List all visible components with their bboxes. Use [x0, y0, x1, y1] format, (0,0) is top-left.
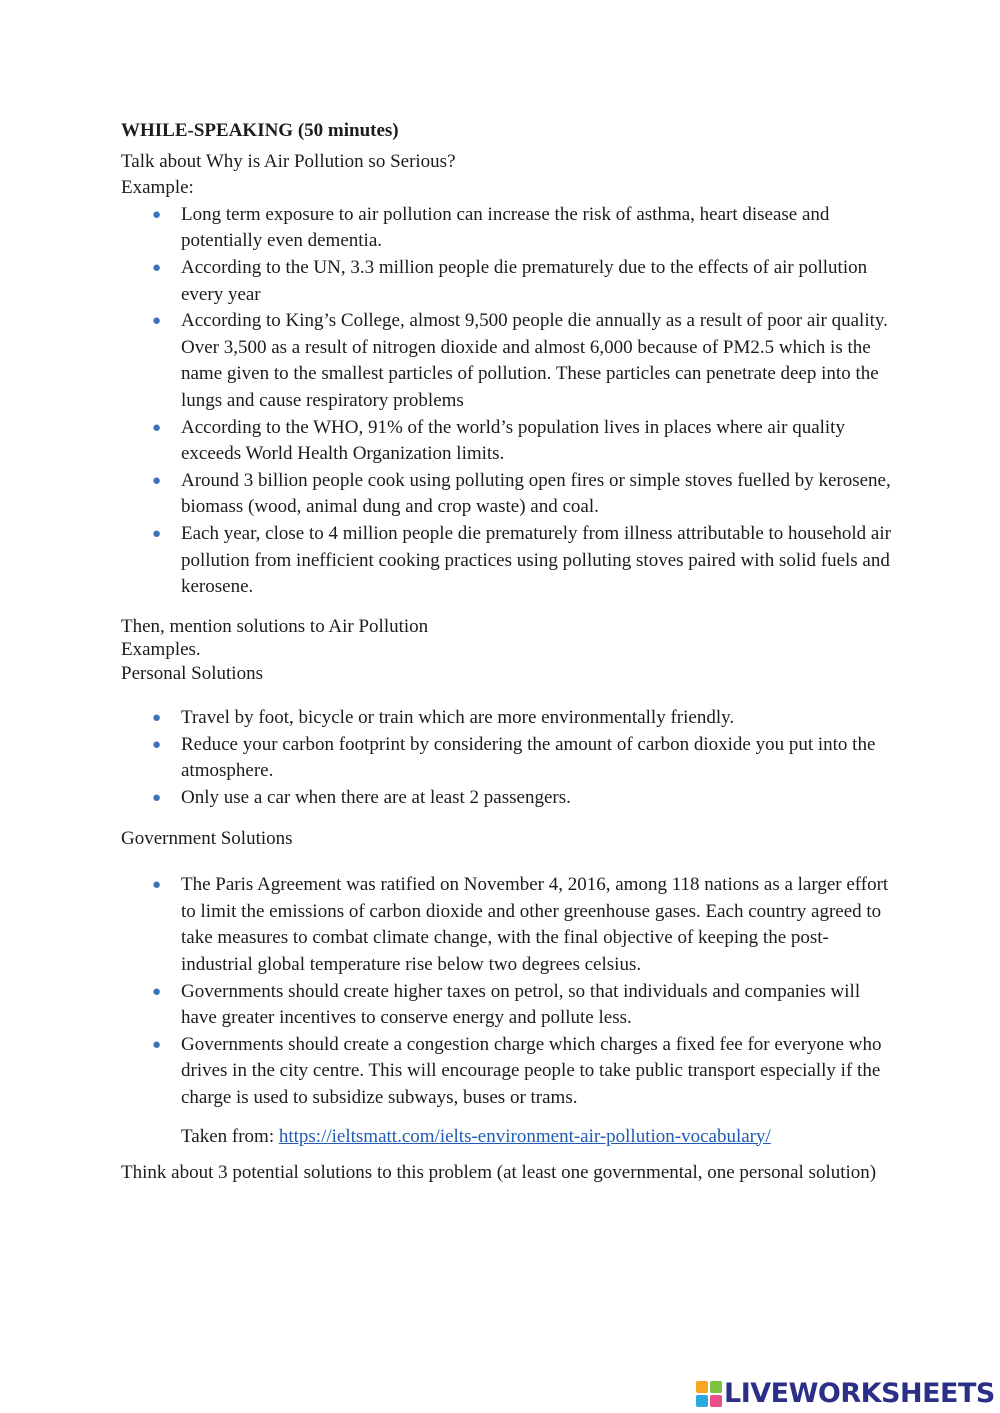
government-solutions-list: [121, 872, 891, 1111]
worksheet-page: [121, 118, 891, 1187]
solutions-prompt: Then, mention solutions to Air Pollution: [121, 615, 429, 637]
bullet-icon: ●: [152, 419, 162, 436]
list-item: ● Reduce your carbon footprint by considering the amount of carbon dioxide you put into the atmosphere.: [152, 733, 876, 782]
personal-solutions-heading: Personal Solutions: [121, 662, 263, 684]
speaking-prompt: Talk about Why is Air Pollution so Serious?: [121, 150, 456, 172]
examples-label: Examples.: [121, 639, 201, 661]
bullet-icon: ●: [152, 259, 162, 276]
bullet-icon: ●: [152, 789, 162, 806]
example-label: Example:: [121, 177, 194, 199]
bullet-icon: ●: [152, 877, 162, 894]
list-item: ● Long term exposure to air pollution can increase the risk of asthma, heart disease and potentially even dementia.: [152, 203, 830, 252]
task-instruction: Think about 3 potential solutions to this problem (at least one governmental, one personal solution): [121, 1162, 877, 1184]
liveworksheets-logo: [696, 1378, 995, 1410]
bullet-icon: ●: [152, 472, 162, 489]
list-item: ● According to the WHO, 91% of the world’s population lives in places where air quality exceeds World Health Organization limits.: [152, 416, 845, 465]
bullet-icon: ●: [152, 313, 162, 330]
bullet-icon: ●: [152, 736, 162, 753]
seriousness-list: [121, 202, 891, 601]
bullet-icon: ●: [152, 206, 162, 223]
list-item: ● Governments should create higher taxes on petrol, so that individuals and companies will have greater incentives to conserve energy and pollute less.: [152, 980, 861, 1029]
bullet-icon: ●: [152, 1036, 162, 1053]
section-heading: WHILE-SPEAKING (50 minutes): [121, 120, 399, 141]
list-item: ● Around 3 billion people cook using polluting open fires or simple stoves fuelled by kerosene, biomass (wood, animal dung and crop waste) and coal.: [152, 469, 891, 518]
government-solutions-heading: Government Solutions: [121, 827, 293, 849]
list-item: ● Only use a car when there are at least 2 passengers.: [121, 785, 891, 812]
personal-solutions-list: [121, 705, 891, 811]
bullet-icon: ●: [152, 710, 162, 727]
list-item: ● Each year, close to 4 million people die prematurely from illness attributable to household air pollution from inefficient cooking practices using polluting stoves paired with solid fuels and kerosene.: [152, 522, 891, 598]
list-item: ● Travel by foot, bicycle or train which are more environmentally friendly.: [121, 705, 891, 732]
list-item: ● Governments should create a congestion charge which charges a fixed fee for everyone who drives in the city centre. This will encourage people to take public transport especially if the charge is used to subsidize subways, buses or trams.: [152, 1033, 882, 1108]
bullet-icon: ●: [152, 525, 162, 542]
bullet-icon: ●: [152, 983, 162, 1000]
source-citation: [121, 1124, 891, 1151]
liveworksheets-logo-icon: [696, 1381, 722, 1407]
source-link[interactable]: https://ieltsmatt.com/ielts-environment-air-pollution-vocabulary/: [278, 1125, 771, 1147]
source-label: Taken from:: [181, 1125, 279, 1147]
list-item: ● According to the UN, 3.3 million people die prematurely due to the effects of air pollution every year: [152, 256, 868, 305]
logo-text: LIVEWORKSHEETS: [724, 1377, 995, 1409]
list-item: ● According to King’s College, almost 9,500 people die annually as a result of poor air quality. Over 3,500 as a result of nitrogen dioxide and almost 6,000 because of PM2.5 which is the name given to the smallest particles of pollution. These particles can penetrate deep into the lungs and cause respiratory problems: [152, 310, 888, 411]
list-item: ● The Paris Agreement was ratified on November 4, 2016, among 118 nations as a larger effort to limit the emissions of carbon dioxide and other greenhouse gases. Each country agreed to take measures to combat climate change, with the final objective of keeping the post-industrial global temperature rise below two degrees celsius.: [152, 874, 889, 975]
